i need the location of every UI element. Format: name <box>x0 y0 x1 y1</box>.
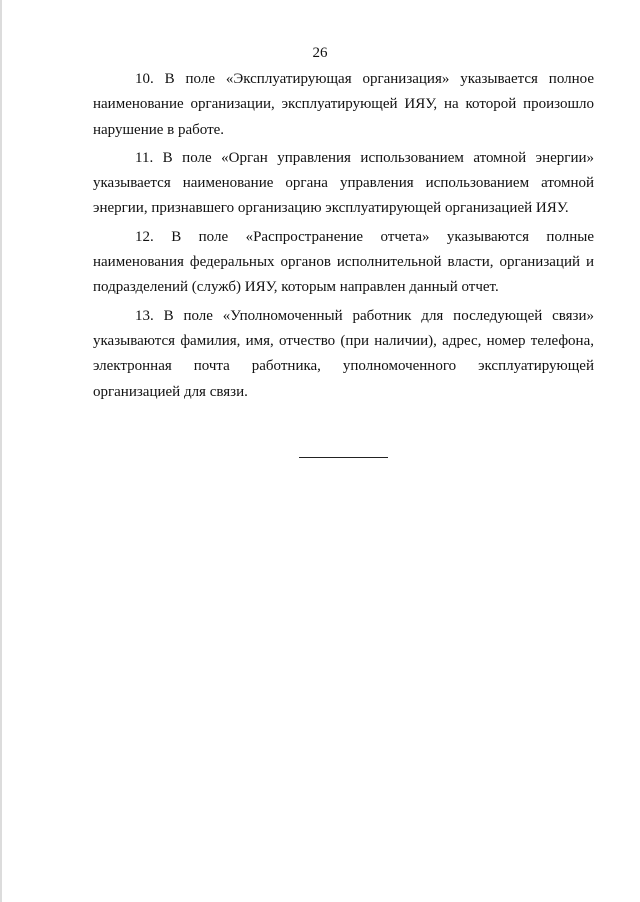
paragraph-11-number: 11. В <box>135 149 173 166</box>
paragraph-13 <box>93 304 594 380</box>
document-body <box>93 67 594 408</box>
closing-divider <box>299 457 388 458</box>
paragraph-10-number: 10. В <box>135 71 175 87</box>
paragraph-12-number: 12. В <box>135 228 182 245</box>
paragraph-10 <box>93 67 594 143</box>
paragraph-11-text: поле «Орган управления использованием атомной энергии» указывается наименование органа управления использованием атомной энергии, признавшего организацию эксплуатирующей организацией ИЯУ. <box>93 149 595 217</box>
paragraph-13-text: поле «Уполномоченный работник для последующей связи» указываются фамилия, имя, отчество (при наличии), адрес, номер телефона, электронная почта работника, уполномоченного эксплуатирующей <box>93 307 594 375</box>
paragraph-12-text: поле «Распространение отчета» указываются полные наименования федеральных органов исполнительной власти, организаций и подразделений (служб) ИЯУ, которым направлен данный отчет. <box>93 228 595 296</box>
paragraph-13-text-end: организацией для связи. <box>93 383 248 400</box>
paragraph-11 <box>93 146 594 222</box>
paragraph-10-text: поле «Эксплуатирующая организация» указывается полное наименование организации, эксплуатирующей ИЯУ, на которой произошло нарушение в работе. <box>93 71 594 138</box>
scan-left-edge <box>0 0 2 902</box>
paragraph-13-number: 13. В <box>135 307 174 324</box>
page-number: 26 <box>312 45 328 61</box>
paragraph-13-last-line <box>93 380 594 405</box>
paragraph-12 <box>93 225 594 301</box>
